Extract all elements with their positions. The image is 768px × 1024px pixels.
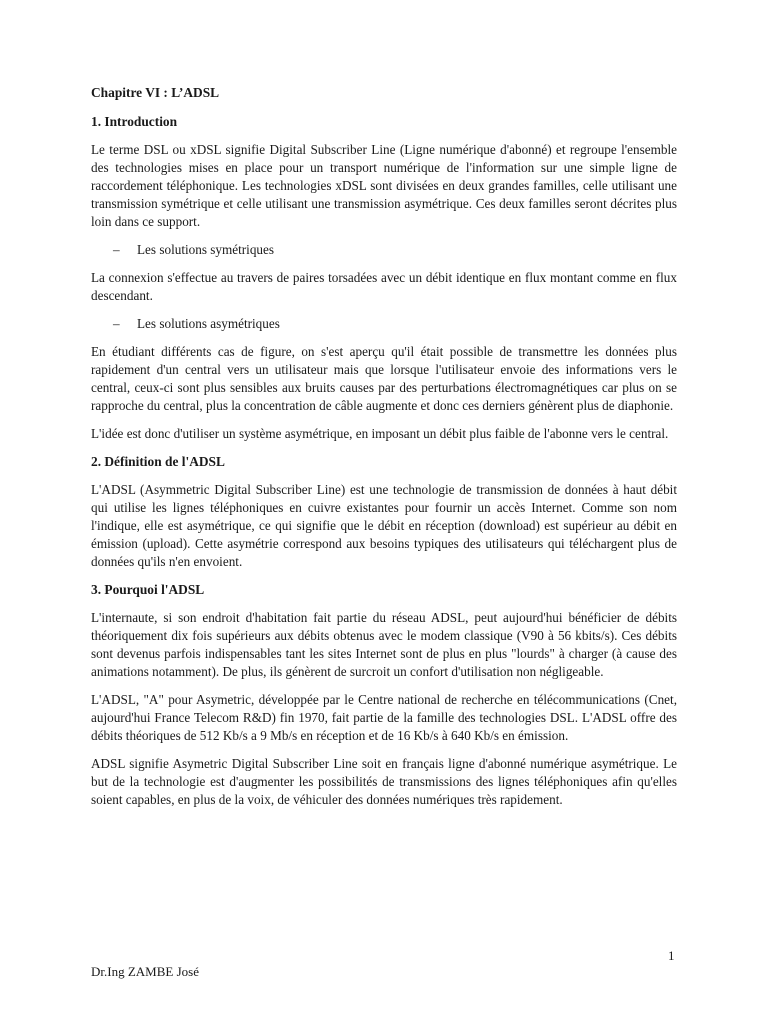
page-content (91, 84, 677, 819)
page-number: 1 (668, 948, 675, 963)
bullet-text: Les solutions symétriques (137, 242, 274, 257)
intro-paragraph-3: En étudiant différents cas de figure, on s'est aperçu qu'il était possible de transmettre les données plus rapidement d'un central vers un utilisateur mais que lorsque l'utilisateur envoie des informations vers le central, ceux-ci sont plus sensibles aux bruits causes par des perturbations électromagnétiques car plus on se rapproche du central, plus la concentration de câble augmente et donc ces derniers génèrent plus de diaphonie. (91, 344, 677, 413)
footer-author: Dr.Ing ZAMBE José (91, 964, 199, 979)
bullet-text: Les solutions asymétriques (137, 316, 280, 331)
bullet-item-symmetric (113, 241, 677, 259)
why-paragraph-3: ADSL signifie Asymetric Digital Subscriber Line soit en français ligne d'abonné numérique asymétrique. Le but de la technologie est d'augmenter les possibilités de transmissions des lignes téléphoniques afin qu'elles soient capables, en plus de la voix, de véhiculer des données numériques très rapidement. (91, 756, 677, 807)
intro-paragraph-2: La connexion s'effectue au travers de paires torsadées avec un débit identique en flux montant comme en flux descendant. (91, 270, 677, 303)
section-heading-why: 3. Pourquoi l'ADSL (91, 582, 205, 597)
intro-paragraph-4: L'idée est donc d'utiliser un système asymétrique, en imposant un débit plus faible de l'abonne vers le central. (91, 426, 669, 441)
section-heading-introduction: 1. Introduction (91, 114, 178, 129)
bullet-item-asymmetric (113, 315, 677, 333)
why-paragraph-2: L'ADSL, "A" pour Asymetric, développée par le Centre national de recherche en télécommunications (Cnet, aujourd'hui France Telecom R&D) fin 1970, fait partie de la famille des technologies DSL. L'ADSL offre des débits théoriques de 512 Kb/s a 9 Mb/s en réception et de 16 Kb/s à 640 Kb/s en émission. (91, 692, 677, 743)
section-heading-definition: 2. Définition de l'ADSL (91, 454, 225, 469)
chapter-title: Chapitre VI : L’ADSL (91, 85, 220, 100)
why-paragraph-1: L'internaute, si son endroit d'habitation fait partie du réseau ADSL, peut aujourd'hui bénéficier de débits théoriquement dix fois supérieurs aux débits obtenus avec le modem classique (V90 à 56 kbits/s). Ces débits sont devenus parfois indispensables tant les sites Internet sont de plus en plus "lourds" à charger (à cause des animations notamment). De plus, ils génèrent de surcroit un confort d'utilisation non négligeable. (91, 610, 677, 679)
intro-paragraph-1: Le terme DSL ou xDSL signifie Digital Subscriber Line (Ligne numérique d'abonné) et regroupe l'ensemble des technologies mises en place pour un transport numérique de l'information sur une simple ligne de raccordement téléphonique. Les technologies xDSL sont divisées en deux grandes familles, celle utilisant une transmission symétrique et celle utilisant une transmission asymétrique. Ces deux familles seront décrites plus loin dans ce support. (91, 142, 677, 229)
dash-bullet-icon: – (113, 242, 120, 257)
definition-paragraph: L'ADSL (Asymmetric Digital Subscriber Line) est une technologie de transmission de données à haut débit qui utilise les lignes téléphoniques en cuivre existantes pour fournir un accès Internet. Comme son nom l'indique, elle est asymétrique, ce qui signifie que le débit en réception (download) est supérieur au débit en émission (upload). Cette asymétrie correspond aux besoins typiques des utilisateurs qui téléchargent plus de données qu'ils n'en envoient. (91, 482, 677, 569)
dash-bullet-icon: – (113, 316, 120, 331)
